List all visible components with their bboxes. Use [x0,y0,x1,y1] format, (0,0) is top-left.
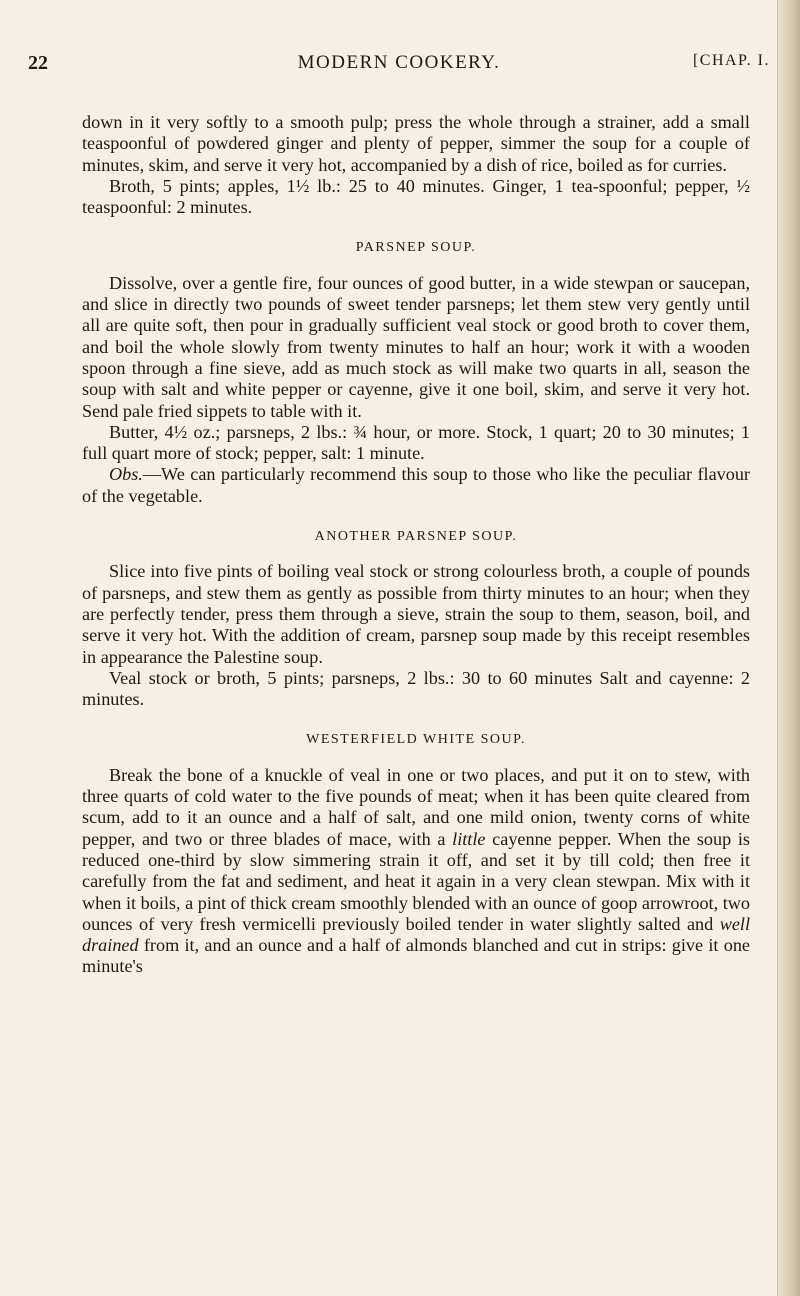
text-run: cayenne pepper. When the soup is reduced one-third by slow simmering strain it off, and set it by till cold; then free it carefully from the fat and sediment, and heat it again in a very clean stewpan. Mix with it when it boils, a pint of thick cream smoothly blended with an ounce of goop arrowroot, two ounces of very fresh vermicelli previously boiled tender in water slightly salted and [82,828,751,934]
quantities-paragraph: Butter, 4½ oz.; parsneps, 2 lbs.: ¾ hour, or more. Stock, 1 quart; 20 to 30 minutes; 1 full quart more of stock; pepper, salt: 1 minute. [82,421,750,464]
recipe-heading-another-parsnep-soup: ANOTHER PARSNEP SOUP. [314,529,518,545]
chapter-marker: [CHAP. I. [692,52,770,69]
recipe-heading-parsnep-soup: PARSNEP SOUP. [355,240,477,256]
page-gutter-edge [777,0,800,1296]
page-number: 22 [28,52,48,74]
page-body [82,112,750,978]
italic-run: well drained [82,913,750,956]
recipe-paragraph: Slice into five pints of boiling veal stock or strong colourless broth, a couple of pounds of parsneps, and stew them as gently as possible from thirty minutes to an hour; when they are perfectly tender, press them through a sieve, strain the soup to them, season, boil, and serve it very hot. With the addition of cream, parsnep soup made by this receipt resembles in appearance the Palestine soup. [82,561,750,667]
quantities-paragraph: Veal stock or broth, 5 pints; parsneps, 2 lbs.: 30 to 60 minutes Salt and cayenne: 2 minutes. [82,667,750,710]
text-run: Break the bone of a knuckle of veal in one or two places, and put it on to stew, with three quarts of cold water to the five pounds of meat; when it has been quite cleared from scum, add to it an ounce and a half of salt, and one mild onion, twenty corns of white pepper, and two or three blades of mace, with a [82,764,750,849]
obs-label: Obs. [109,464,143,485]
recipe-heading-westerfield-white-soup: WESTERFIELD WHITE SOUP. [306,732,526,748]
observation-paragraph [82,464,750,507]
obs-text: —We can particularly recommend this soup to those who like the peculiar flavour of the vegetable. [82,464,750,506]
continued-paragraph: down in it very softly to a smooth pulp; press the whole through a strainer, add a small teaspoonful of powdered ginger and plenty of pepper, simmer the soup for a couple of minutes, skim, and serve it very hot, accompanied by a dish of rice, boiled as for curries. [82,112,750,175]
quantities-paragraph: Broth, 5 pints; apples, 1½ lb.: 25 to 40 minutes. Ginger, 1 tea-spoonful; pepper, ½ teaspoonful: 2 minutes. [82,175,750,218]
text-run: from it, and an ounce and a half of almonds blanched and cut in strips: give it one minute's [82,935,750,977]
italic-run: little [452,828,486,849]
running-title: MODERN COOKERY. [297,52,501,73]
running-header [28,52,770,82]
recipe-paragraph: Dissolve, over a gentle fire, four ounces of good butter, in a wide stewpan or saucepan, and slice in directly two pounds of sweet tender parsneps; let them stew very gently until all are quite soft, then pour in gradually sufficient veal stock or good broth to cover them, and boil the whole slowly from twenty minutes to half an hour; work it with a wooden spoon through a fine sieve, add as much stock as will make two quarts in all, season the soup with salt and white pepper or cayenne, give it one boil, skim, and serve it very hot. Send pale fried sippets to table with it. [82,272,750,421]
recipe-paragraph [82,765,750,978]
